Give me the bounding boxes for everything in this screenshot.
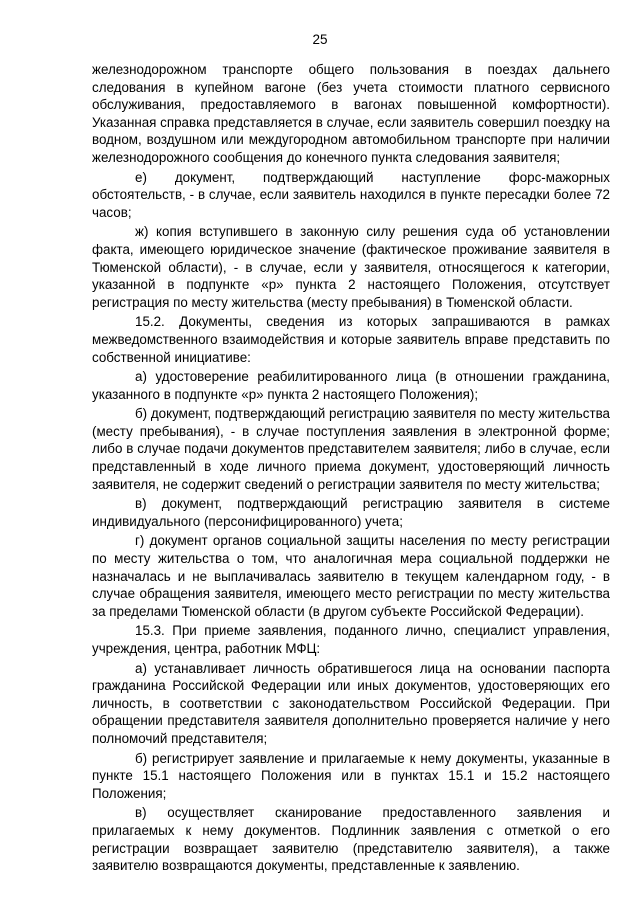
paragraph-item-zh: ж) копия вступившего в законную силу решения суда об установлении факта, имеющего юридическое значение (фактическое проживание заявителя в Тюменской области), - в случае, если у заявителя, относящегося к категории, указанной в подпункте «р» пункта 2 настоящего Положения, отсутствует регистрация по месту жительства (месту пребывания) в Тюменской области. bbox=[92, 224, 610, 310]
paragraph-item-15-3-v: в) осуществляет сканирование предоставленного заявления и прилагаемых к нему документов. Подлинник заявления с отметкой о его регистрации возвращает заявителю (представителю заявителя), а также заявителю возвращаются документы, представленные к заявлению. bbox=[92, 805, 610, 874]
paragraph-item-15-2-b: б) документ, подтверждающий регистрацию заявителя по месту жительства (месту пребывания), - в случае поступления заявления в электронной форме; либо в случае подачи документов представителем заявителя; либо в случае, если представленный в ходе личного приема документ, удостоверяющий личность заявителя, не содержит сведений о регистрации заявителя по месту жительства; bbox=[92, 406, 610, 492]
document-body bbox=[92, 61, 610, 875]
paragraph-item-15-2-g: г) документ органов социальной защиты населения по месту регистрации по месту жительства о том, что аналогичная мера социальной поддержки не назначалась и не выплачивалась заявителю в текущем календарном году, - в случае обращения заявителя, имеющего место регистрации по месту жительства за пределами Тюменской области (в другом субъекте Российской Федерации). bbox=[92, 533, 610, 619]
paragraph-section-15-3: 15.3. При приеме заявления, поданного лично, специалист управления, учреждения, центра, работник МФЦ: bbox=[92, 623, 610, 656]
paragraph-section-15-2: 15.2. Документы, сведения из которых запрашиваются в рамках межведомственного взаимодействия и которые заявитель вправе представить по собственной инициативе: bbox=[92, 314, 610, 365]
paragraph-item-15-3-a: а) устанавливает личность обратившегося лица на основании паспорта гражданина Российской Федерации или иных документов, удостоверяющих его личность, в соответствии с законодательством Российской Федерации. При обращении представителя заявителя дополнительно проверяется наличие у него полномочий представителя; bbox=[92, 660, 610, 746]
paragraph-item-15-3-b: б) регистрирует заявление и прилагаемые к нему документы, указанные в пункте 15.1 настоящего Положения или в пунктах 15.1 и 15.2 настоящего Положения; bbox=[92, 750, 610, 801]
page-number: 25 bbox=[312, 32, 328, 47]
paragraph-item-e: е) документ, подтверждающий наступление форс-мажорных обстоятельств, - в случае, если заявитель находился в пункте пересадки более 72 часов; bbox=[92, 169, 610, 220]
paragraph-item-15-2-a: а) удостоверение реабилитированного лица (в отношении гражданина, указанного в подпункте «р» пункта 2 настоящего Положения); bbox=[92, 369, 610, 402]
paragraph-continuation: железнодорожном транспорте общего пользования в поездах дальнего следования в купейном вагоне (без учета стоимости платного сервисного обслуживания, предоставляемого в вагонах повышенной комфортности). Указанная справка представляется в случае, если заявитель совершил поездку на водном, воздушном или междугородном автомобильном транспорте при наличии железнодорожного сообщения до конечного пункта следования заявителя; bbox=[92, 62, 610, 165]
paragraph-item-15-2-v: в) документ, подтверждающий регистрацию заявителя в системе индивидуального (персонифицированного) учета; bbox=[92, 496, 610, 529]
